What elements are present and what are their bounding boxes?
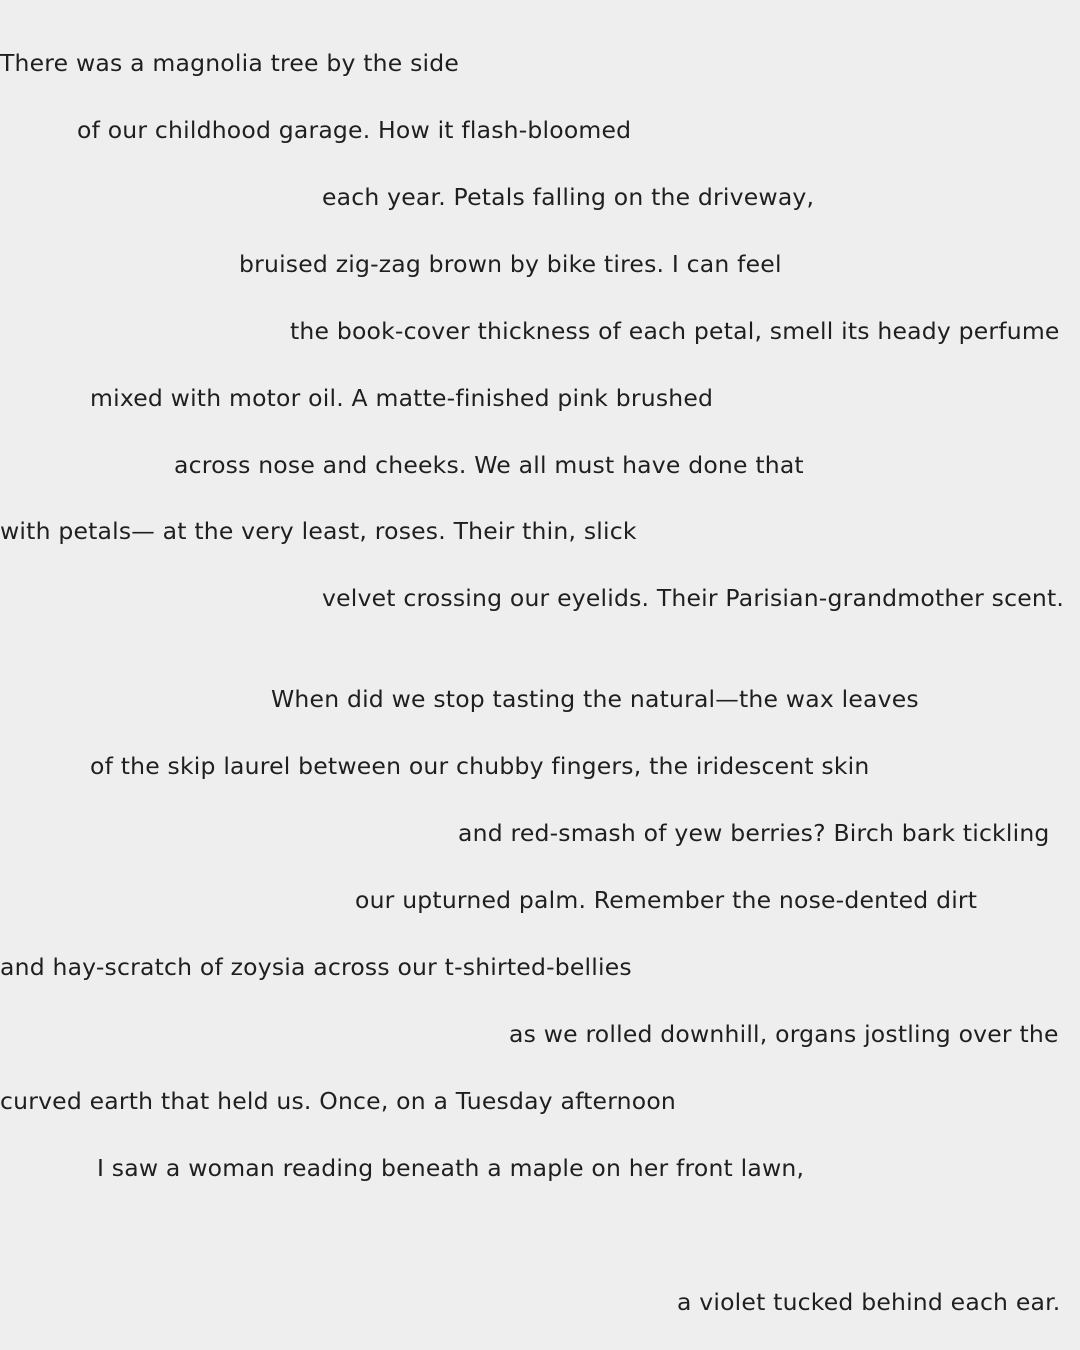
poem-line: of the skip laurel between our chubby fingers, the iridescent skin <box>90 752 870 780</box>
poem-line: and red-smash of yew berries? Birch bark tickling <box>458 819 1050 847</box>
poem-line: There was a magnolia tree by the side <box>0 49 460 77</box>
poem-line: curved earth that held us. Once, on a Tuesday afternoon <box>0 1087 676 1115</box>
poem-line: the book-cover thickness of each petal, smell its heady perfume <box>290 317 1060 345</box>
poem-line: velvet crossing our eyelids. Their Parisian-grandmother scent. <box>322 584 1065 612</box>
poem-line: When did we stop tasting the natural—the wax leaves <box>271 685 919 713</box>
poem-line: bruised zig-zag brown by bike tires. I can feel <box>239 250 782 278</box>
poem-line: with petals— at the very least, roses. Their thin, slick <box>0 517 637 545</box>
poem-line: a violet tucked behind each ear. <box>677 1288 1061 1316</box>
poem-line: I saw a woman reading beneath a maple on her front lawn, <box>97 1154 805 1182</box>
poem-line: across nose and cheeks. We all must have done that <box>174 451 804 479</box>
poem-line: of our childhood garage. How it flash-bloomed <box>77 116 632 144</box>
poem-line: each year. Petals falling on the driveway, <box>322 183 815 211</box>
poem-line: and hay-scratch of zoysia across our t-shirted-bellies <box>0 953 632 981</box>
poem-line: mixed with motor oil. A matte-finished pink brushed <box>90 384 714 412</box>
poem-line: as we rolled downhill, organs jostling over the <box>509 1020 1059 1048</box>
poem-line: our upturned palm. Remember the nose-dented dirt <box>355 886 978 914</box>
